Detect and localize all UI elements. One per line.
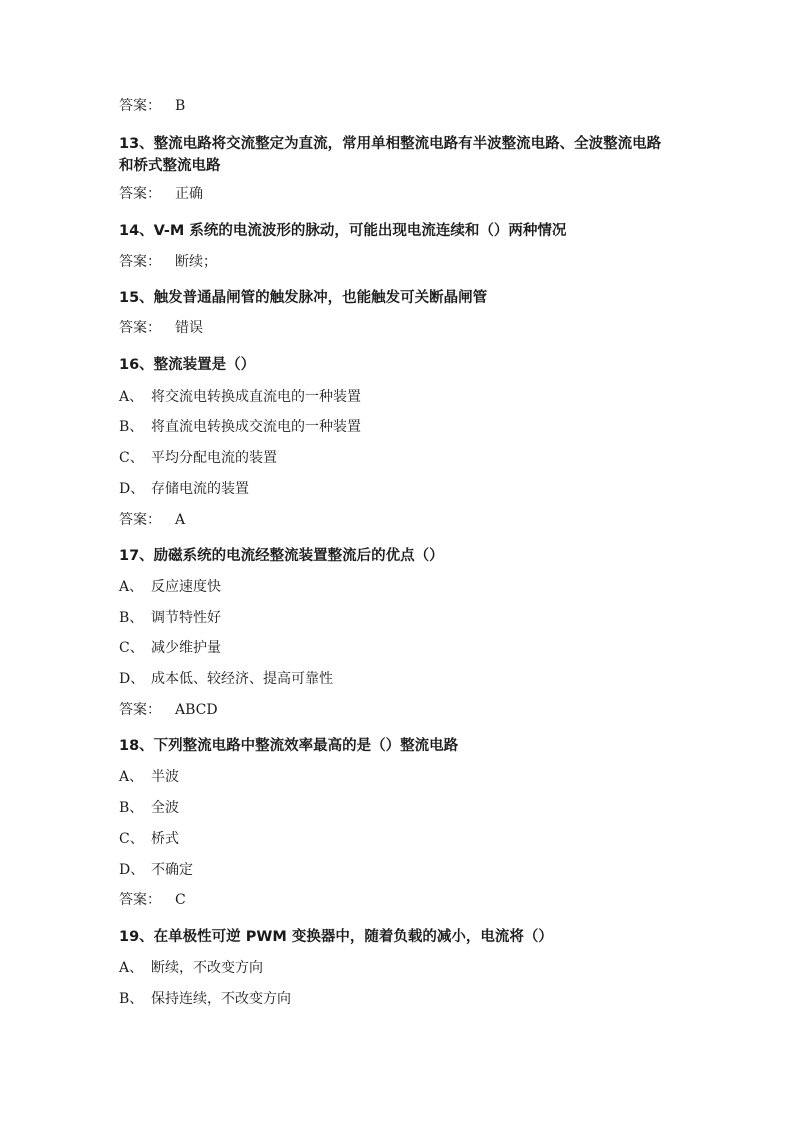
question-17: 17、励磁系统的电流经整流装置整流后的优点（）	[119, 548, 444, 564]
answer-label: 答案：	[119, 98, 161, 114]
answer-label: 答案：	[119, 512, 161, 528]
option-letter: C、	[119, 450, 144, 466]
option-text: 减少维护量	[151, 640, 221, 656]
option-letter: C、	[119, 831, 144, 847]
option-letter: B、	[119, 991, 144, 1007]
answer-label: 答案：	[119, 320, 161, 336]
option-letter: B、	[119, 800, 144, 816]
option-text: 平均分配电流的装置	[151, 450, 277, 466]
option-d	[119, 669, 333, 689]
answer-line	[119, 252, 217, 272]
question-19: 19、在单极性可逆 PWM 变换器中，随着负载的减小，电流将（）	[119, 929, 553, 945]
answer-value: 断续；	[175, 254, 217, 270]
question-14: 14、V-M 系统的电流波形的脉动，可能出现电流连续和（）两种情况	[119, 223, 567, 239]
option-letter: C、	[119, 640, 144, 656]
question-18: 18、下列整流电路中整流效率最高的是（）整流电路	[119, 738, 459, 754]
option-b	[119, 798, 179, 818]
option-text: 保持连续，不改变方向	[151, 991, 291, 1007]
option-text: 将直流电转换成交流电的一种装置	[151, 419, 361, 435]
option-text: 断续，不改变方向	[151, 960, 263, 976]
option-text: 反应速度快	[151, 579, 221, 595]
option-b	[119, 989, 291, 1009]
answer-label: 答案：	[119, 892, 161, 908]
question-13: 13、整流电路将交流整定为直流，常用单相整流电路有半波整流电路、全波整流电路和桥式整流电路	[119, 136, 662, 174]
option-a	[119, 767, 179, 787]
option-letter: D、	[119, 481, 145, 497]
option-letter: A、	[119, 579, 144, 595]
option-text: 桥式	[151, 831, 179, 847]
answer-line	[119, 184, 203, 204]
option-text: 不确定	[151, 862, 193, 878]
option-letter: D、	[119, 862, 145, 878]
answer-label: 答案：	[119, 186, 161, 202]
option-d	[119, 479, 249, 499]
option-a	[119, 387, 361, 407]
option-letter: A、	[119, 769, 144, 785]
option-text: 成本低、较经济、提高可靠性	[151, 671, 333, 687]
option-b	[119, 608, 221, 628]
option-text: 半波	[151, 769, 179, 785]
answer-value: C	[175, 892, 186, 908]
answer-line	[119, 318, 203, 338]
option-letter: B、	[119, 419, 144, 435]
answer-line	[119, 510, 185, 530]
option-letter: A、	[119, 389, 144, 405]
option-text: 存储电流的装置	[151, 481, 249, 497]
answer-label: 答案：	[119, 702, 161, 718]
option-c	[119, 829, 179, 849]
answer-line	[119, 96, 185, 116]
option-c	[119, 638, 221, 658]
option-text: 全波	[151, 800, 179, 816]
option-c	[119, 448, 277, 468]
answer-value: 正确	[175, 186, 203, 202]
option-a	[119, 958, 263, 978]
answer-value: ABCD	[175, 702, 218, 718]
option-letter: A、	[119, 960, 144, 976]
answer-value: A	[175, 512, 186, 528]
option-b	[119, 417, 361, 437]
answer-value: 错误	[175, 320, 203, 336]
option-text: 将交流电转换成直流电的一种装置	[151, 389, 361, 405]
answer-label: 答案：	[119, 254, 161, 270]
question-16: 16、整流装置是（）	[119, 357, 256, 373]
option-a	[119, 577, 221, 597]
question-15: 15、触发普通晶闸管的触发脉冲，也能触发可关断晶闸管	[119, 290, 488, 306]
option-letter: D、	[119, 671, 145, 687]
answer-line	[119, 890, 186, 910]
answer-line	[119, 700, 218, 720]
option-letter: B、	[119, 610, 144, 626]
answer-value: B	[175, 98, 186, 114]
option-text: 调节特性好	[151, 610, 221, 626]
option-d	[119, 860, 193, 880]
